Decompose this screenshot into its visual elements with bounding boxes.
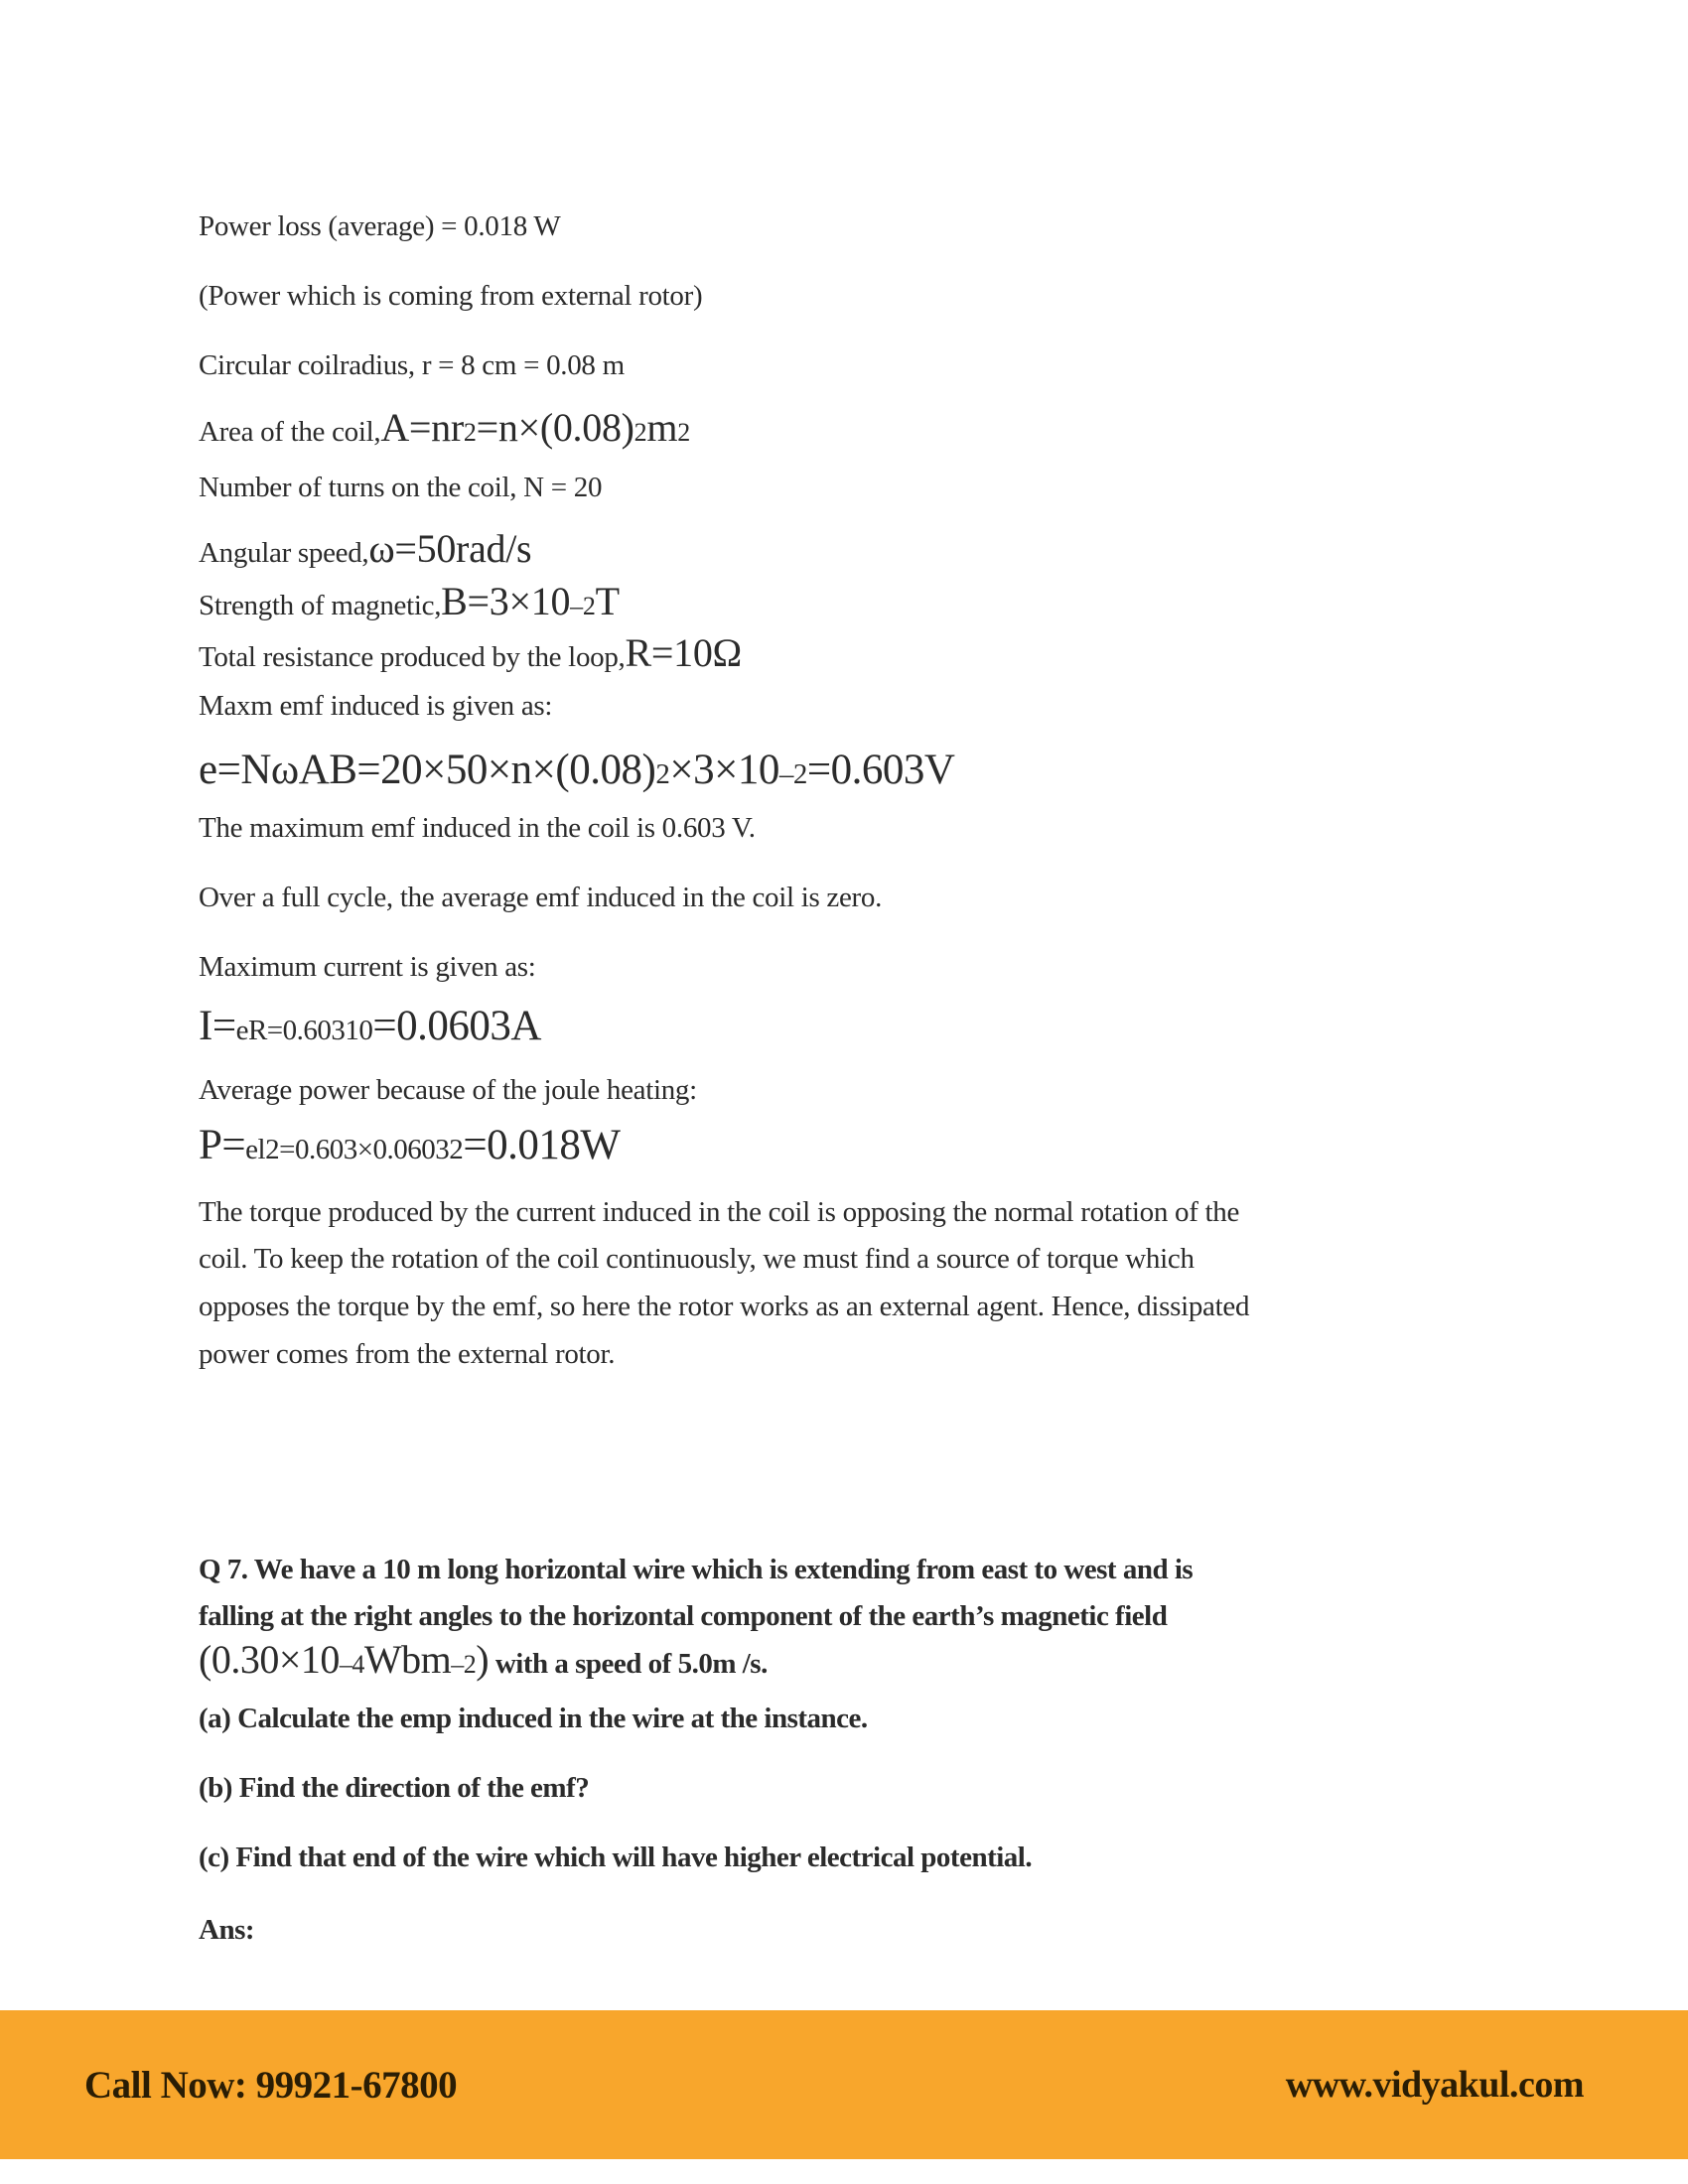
q7-exp: –4 — [339, 1650, 364, 1679]
resistance-prefix: Total resistance produced by the loop, — [199, 641, 626, 673]
line-maxm-emf: Maxm emf induced is given as: — [199, 690, 553, 722]
q7-math: (0.30×10 — [199, 1637, 340, 1682]
strength-unit: T — [595, 579, 620, 623]
q7-exp: –2 — [451, 1650, 477, 1679]
footer-website: www.vidyakul.com — [1285, 2064, 1584, 2106]
question7-part-c: (c) Find that end of the wire which will have higher electrical potential. — [199, 1842, 1033, 1873]
current-eq-result: =0.0603A — [372, 1003, 541, 1049]
question7-line: falling at the right angles to the horizontal component of the earth’s magnetic field — [199, 1600, 1168, 1632]
q7-math: ) — [476, 1637, 490, 1682]
line-max-emf: The maximum emf induced in the coil is 0.603 V. — [199, 812, 756, 844]
resistance-math: R=10Ω — [625, 630, 742, 675]
question7-line — [199, 1637, 768, 1685]
power-eq-main: P= — [199, 1122, 246, 1168]
footer-bar — [0, 2010, 1688, 2159]
line-power-note: (Power which is coming from external rotor) — [199, 280, 703, 312]
question7-part-a: (a) Calculate the emp induced in the wire at the instance. — [199, 1703, 868, 1734]
emf-eq-main: e=NωAB=20×50×n×(0.08) — [199, 747, 656, 793]
answer-label: Ans: — [199, 1914, 255, 1946]
question7-part-b: (b) Find the direction of the emf? — [199, 1772, 590, 1804]
emf-eq-exp: –2 — [778, 758, 807, 790]
strength-exp: –2 — [570, 592, 596, 620]
emf-equation — [199, 748, 954, 797]
line-coil-radius: Circular coilradius, r = 8 cm = 0.08 m — [199, 349, 625, 381]
line-max-current: Maximum current is given as: — [199, 951, 536, 983]
current-eq-main: I= — [199, 1003, 236, 1049]
area-math: A=nr — [380, 405, 464, 450]
torque-paragraph-line: opposes the torque by the emf, so here the rotor works as an external agent. Hence, dissipated — [199, 1291, 1250, 1322]
strength-prefix: Strength of magnetic, — [199, 590, 442, 621]
torque-paragraph-line: The torque produced by the current induced in the coil is opposing the normal rotation of the — [199, 1196, 1240, 1228]
strength-math: B=3×10 — [441, 579, 571, 623]
area-sub: 2 — [677, 418, 690, 447]
line-avg-power: Average power because of the joule heating: — [199, 1074, 697, 1106]
area-sub: 2 — [463, 418, 477, 447]
line-coil-area — [199, 405, 690, 453]
line-magnetic-strength — [199, 579, 620, 626]
power-equation — [199, 1123, 620, 1172]
area-prefix: Area of the coil, — [199, 416, 381, 448]
question7-line: Q 7. We have a 10 m long horizontal wire which is extending from east to west and is — [199, 1554, 1194, 1585]
angular-prefix: Angular speed, — [199, 537, 369, 569]
line-power-loss: Power loss (average) = 0.018 W — [199, 210, 561, 242]
footer-phone: Call Now: 99921-67800 — [84, 2063, 458, 2107]
line-turns: Number of turns on the coil, N = 20 — [199, 472, 603, 503]
emf-eq-main: ×3×10 — [669, 747, 779, 793]
torque-paragraph-line: coil. To keep the rotation of the coil continuously, we must find a source of torque which — [199, 1243, 1195, 1275]
line-avg-zero: Over a full cycle, the average emf induced in the coil is zero. — [199, 882, 883, 913]
power-eq-sub: el2=0.603×0.06032 — [245, 1134, 464, 1165]
area-sub: 2 — [633, 418, 647, 447]
q7-math: Wbm — [363, 1637, 452, 1682]
torque-paragraph-line: power comes from the external rotor. — [199, 1338, 616, 1370]
line-angular-speed — [199, 526, 532, 571]
power-eq-result: =0.018W — [463, 1122, 621, 1168]
emf-eq-result: =0.603V — [806, 747, 955, 793]
emf-eq-sub: 2 — [655, 758, 670, 790]
current-eq-sub: eR=0.60310 — [235, 1015, 373, 1046]
area-math: m — [646, 405, 678, 450]
current-equation — [199, 1004, 541, 1053]
angular-math: ω=50rad/s — [368, 526, 532, 571]
area-math: =n×(0.08) — [476, 405, 634, 450]
q7-rest: with a speed of 5.0m /s. — [489, 1648, 768, 1680]
line-resistance — [199, 630, 742, 675]
